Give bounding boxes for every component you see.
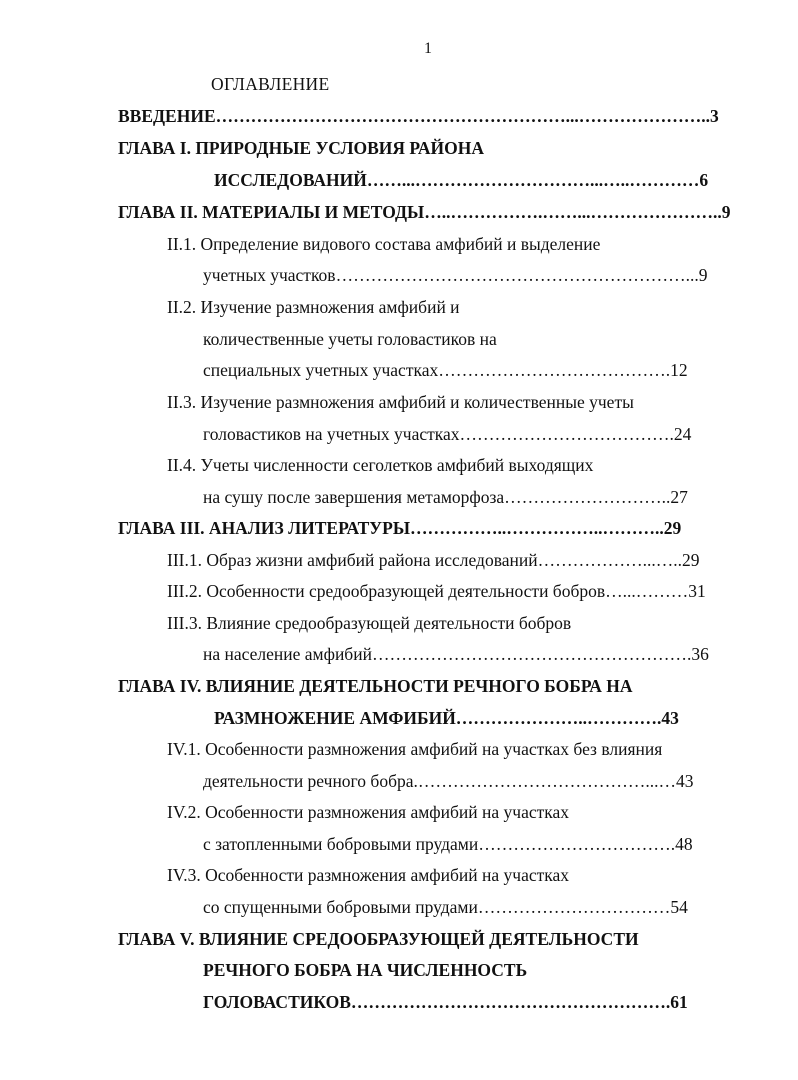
toc-entry: РАЗМНОЖЕНИЕ АМФИБИЙ…………………..………….43 (214, 708, 679, 728)
toc-entry: ГЛАВА V. ВЛИЯНИЕ СРЕДООБРАЗУЮЩЕЙ ДЕЯТЕЛЬНОСТИ (118, 929, 639, 949)
toc-entry: ГЛАВА III. АНАЛИЗ ЛИТЕРАТУРЫ……………..……………..………..29 (118, 518, 682, 538)
toc-entry: на сушу после завершения метаморфоза………………………..27 (203, 487, 688, 507)
toc-entry: II.2. Изучение размножения амфибий и (167, 297, 460, 317)
toc-entry: II.3. Изучение размножения амфибий и количественные учеты (167, 392, 634, 412)
toc-entry: учетных участков……………………………………………………...9 (203, 265, 708, 285)
toc-entry: ГЛАВА II. МАТЕРИАЛЫ И МЕТОДЫ…..…………….……...…………………..9 (118, 202, 731, 222)
toc-entry: на население амфибий……………………………………………….36 (203, 644, 709, 664)
toc-entry: количественные учеты головастиков на (203, 329, 497, 349)
toc-entry: ИССЛЕДОВАНИЙ……...…………………………...…..…………6 (214, 170, 709, 190)
page-number: 1 (424, 40, 432, 57)
toc-entry: III.3. Влияние средообразующей деятельности бобров (167, 613, 572, 633)
toc-entry: III.1. Образ жизни амфибий района исследований………………...…..29 (167, 550, 700, 570)
toc-entry: головастиков на учетных участках……………………………….24 (203, 424, 692, 444)
toc-entry: ГОЛОВАСТИКОВ……………………………………………….61 (203, 992, 688, 1012)
toc-entry: с затопленными бобровыми прудами…………………………….48 (203, 834, 693, 854)
toc-entry: IV.3. Особенности размножения амфибий на участках (167, 865, 570, 885)
toc-entry: IV.2. Особенности размножения амфибий на участках (167, 802, 570, 822)
toc-entry: РЕЧНОГО БОБРА НА ЧИСЛЕННОСТЬ (203, 960, 528, 980)
toc-entry: IV.1. Особенности размножения амфибий на участках без влияния (167, 739, 663, 759)
toc-entry: ВВЕДЕНИЕ……………………………………………………...…………………..3 (118, 106, 719, 126)
toc-entry: ГЛАВА IV. ВЛИЯНИЕ ДЕЯТЕЛЬНОСТИ РЕЧНОГО БОБРА НА (118, 676, 633, 696)
toc-entry: со спущенными бобровыми прудами……………………………54 (203, 897, 688, 917)
toc-entry: деятельности речного бобра.…………………………………...…43 (203, 771, 694, 791)
toc-entry: III.2. Особенности средообразующей деятельности бобров…...………31 (167, 581, 706, 601)
toc-title: ОГЛАВЛЕНИЕ (211, 74, 330, 94)
toc-entry: ГЛАВА I. ПРИРОДНЫЕ УСЛОВИЯ РАЙОНА (118, 138, 484, 158)
toc-entry: II.4. Учеты численности сеголетков амфибий выходящих (167, 455, 594, 475)
toc-entry: специальных учетных участках………………………………….12 (203, 360, 688, 380)
toc-entry: II.1. Определение видового состава амфибий и выделение (167, 234, 601, 254)
